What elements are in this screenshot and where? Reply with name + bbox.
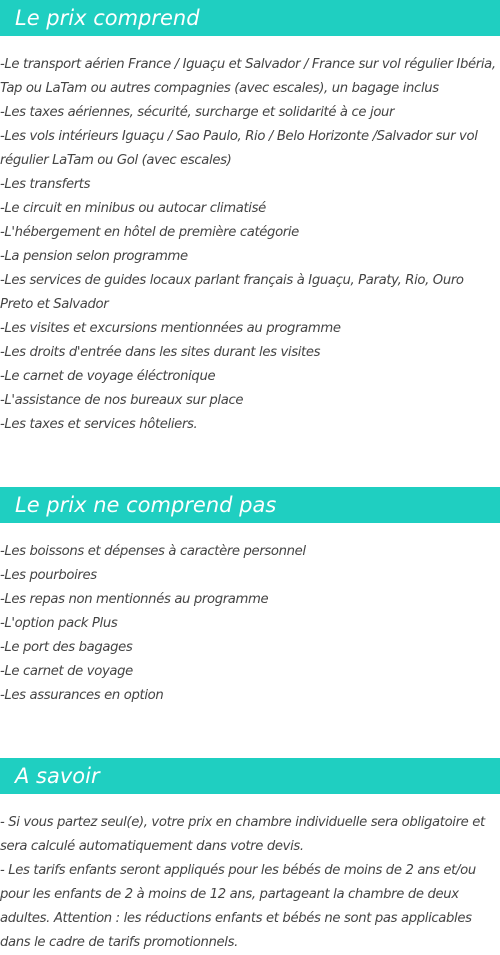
list-item: -L'hébergement en hôtel de première catégorie bbox=[0, 225, 299, 240]
list-item: -Les repas non mentionnés au programme bbox=[0, 592, 269, 607]
list-item: -Les services de guides locaux parlant français à Iguaçu, Paraty, Rio, Ouro Preto et Salvador bbox=[0, 273, 464, 312]
list-item: -Les assurances en option bbox=[0, 688, 164, 703]
list-item: -L'assistance de nos bureaux sur place bbox=[0, 393, 244, 408]
list-item: - Les tarifs enfants seront appliqués pour les bébés de moins de 2 ans et/ou pour les enfants de 2 à moins de 12 ans, partageant la chambre de deux adultes. Attention : les réductions enfants et bébés ne sont pas applicables dans le cadre de tarifs promotionnels. bbox=[0, 863, 476, 950]
list-item: -Les boissons et dépenses à caractère personnel bbox=[0, 544, 306, 559]
list-item: -Le port des bagages bbox=[0, 640, 133, 655]
section-header-excludes: Le prix ne comprend pas bbox=[0, 487, 500, 523]
list-item: -Les visites et excursions mentionnées au programme bbox=[0, 321, 341, 336]
list-item: -Les droits d'entrée dans les sites durant les visites bbox=[0, 345, 321, 360]
list-item: -Les vols intérieurs Iguaçu / Sao Paulo, Rio / Belo Horizonte /Salvador sur vol régulier LaTam ou Gol (avec escales) bbox=[0, 129, 478, 168]
list-item: -Les pourboires bbox=[0, 568, 97, 583]
section-header-includes: Le prix comprend bbox=[0, 0, 500, 36]
list-item: -Le carnet de voyage bbox=[0, 664, 133, 679]
excludes-list bbox=[0, 540, 500, 708]
includes-list bbox=[0, 53, 500, 437]
info-list bbox=[0, 811, 500, 955]
list-item: -Le transport aérien France / Iguaçu et Salvador / France sur vol régulier Ibéria, Tap ou LaTam ou autres compagnies (avec escales), un bagage inclus bbox=[0, 57, 496, 96]
list-item: -L'option pack Plus bbox=[0, 616, 118, 631]
list-item: - Si vous partez seul(e), votre prix en chambre individuelle sera obligatoire et sera calculé automatiquement dans votre devis. bbox=[0, 815, 485, 854]
section-header-info: A savoir bbox=[0, 758, 500, 794]
list-item: -Les taxes aériennes, sécurité, surcharge et solidarité à ce jour bbox=[0, 105, 395, 120]
list-item: -Le circuit en minibus ou autocar climatisé bbox=[0, 201, 266, 216]
list-item: -Les taxes et services hôteliers. bbox=[0, 417, 198, 432]
list-item: -Les transferts bbox=[0, 177, 91, 192]
list-item: -La pension selon programme bbox=[0, 249, 188, 264]
list-item: -Le carnet de voyage éléctronique bbox=[0, 369, 216, 384]
